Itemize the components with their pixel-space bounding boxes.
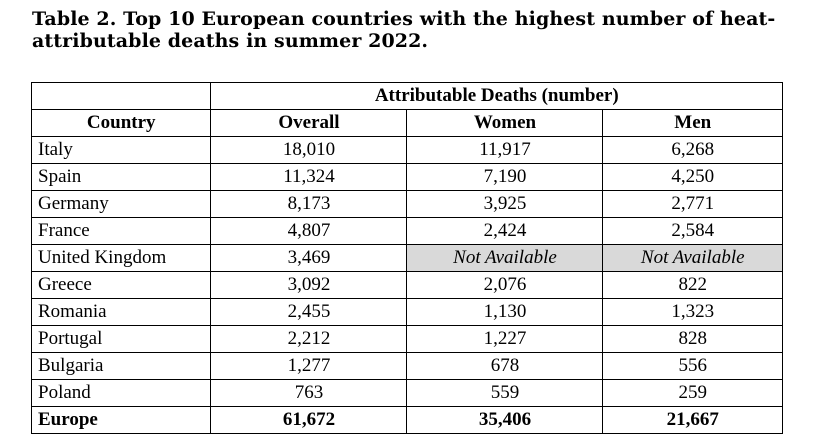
cell-men: 2,771 — [603, 191, 783, 218]
cell-overall: 2,212 — [211, 326, 407, 353]
cell-men: 4,250 — [603, 164, 783, 191]
table-row — [32, 272, 783, 299]
deaths-table — [31, 82, 783, 434]
cell-men: 2,584 — [603, 218, 783, 245]
table-row — [32, 380, 783, 407]
table-row — [32, 164, 783, 191]
cell-men: Not Available — [603, 245, 783, 272]
cell-women: 2,424 — [407, 218, 603, 245]
group-header: Attributable Deaths (number) — [211, 83, 783, 110]
cell-country: United Kingdom — [32, 245, 211, 272]
cell-overall: 11,324 — [211, 164, 407, 191]
cell-overall: 8,173 — [211, 191, 407, 218]
total-cell-women: 35,406 — [407, 407, 603, 434]
cell-overall: 2,455 — [211, 299, 407, 326]
cell-country: Poland — [32, 380, 211, 407]
cell-overall: 3,092 — [211, 272, 407, 299]
total-cell-men: 21,667 — [603, 407, 783, 434]
column-header-row — [32, 110, 783, 137]
total-row — [32, 407, 783, 434]
cell-women: 3,925 — [407, 191, 603, 218]
total-cell-country: Europe — [32, 407, 211, 434]
cell-men: 6,268 — [603, 137, 783, 164]
cell-women: 1,227 — [407, 326, 603, 353]
cell-men: 1,323 — [603, 299, 783, 326]
group-header-row — [32, 83, 783, 110]
header-blank-cell — [32, 83, 211, 110]
column-header-country: Country — [32, 110, 211, 137]
cell-men: 556 — [603, 353, 783, 380]
table-caption: Table 2. Top 10 European countries with the highest number of heat-attributable deaths in summer 2022. — [32, 8, 776, 52]
total-cell-overall: 61,672 — [211, 407, 407, 434]
cell-men: 822 — [603, 272, 783, 299]
table-row — [32, 137, 783, 164]
cell-men: 259 — [603, 380, 783, 407]
cell-women: 11,917 — [407, 137, 603, 164]
table-row — [32, 326, 783, 353]
table-row — [32, 299, 783, 326]
cell-women: 678 — [407, 353, 603, 380]
cell-overall: 3,469 — [211, 245, 407, 272]
column-header-women: Women — [407, 110, 603, 137]
cell-country: Romania — [32, 299, 211, 326]
cell-country: Spain — [32, 164, 211, 191]
cell-country: Bulgaria — [32, 353, 211, 380]
cell-country: Portugal — [32, 326, 211, 353]
cell-overall: 4,807 — [211, 218, 407, 245]
cell-overall: 1,277 — [211, 353, 407, 380]
cell-women: 1,130 — [407, 299, 603, 326]
table-row — [32, 218, 783, 245]
cell-women: 7,190 — [407, 164, 603, 191]
cell-men: 828 — [603, 326, 783, 353]
cell-women: 2,076 — [407, 272, 603, 299]
cell-women: 559 — [407, 380, 603, 407]
table-row — [32, 245, 783, 272]
cell-country: France — [32, 218, 211, 245]
table-row — [32, 353, 783, 380]
column-header-men: Men — [603, 110, 783, 137]
cell-country: Italy — [32, 137, 211, 164]
column-header-overall: Overall — [211, 110, 407, 137]
cell-country: Germany — [32, 191, 211, 218]
cell-overall: 763 — [211, 380, 407, 407]
cell-country: Greece — [32, 272, 211, 299]
cell-overall: 18,010 — [211, 137, 407, 164]
cell-women: Not Available — [407, 245, 603, 272]
table-row — [32, 191, 783, 218]
